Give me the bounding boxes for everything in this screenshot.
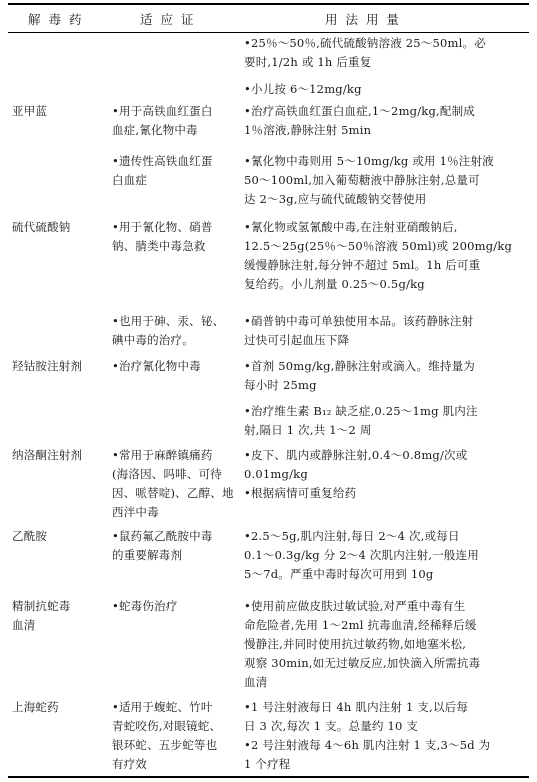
usage-cell: •皮下、肌内或静脉注射,0.4～0.8mg/次或 0.01mg/kg •根据病情可重复给药 — [244, 448, 468, 500]
header-indication: 适 应 证 — [140, 12, 196, 27]
usage-cell: •使用前应做皮肤过敏试验,对严重中毒有生 命危险者,先用 1～2ml 抗毒血清,经稀释后缓 慢静注,并同时使用抗过敏药物,如地塞米松, 观察 30min,如无过敏反应,加快滴入所需抗毒 血清 — [244, 599, 481, 689]
bottom-rule — [8, 776, 529, 778]
drug-name-cell: 亚甲蓝 — [12, 104, 48, 118]
indication-cell: •用于高铁血红蛋白 血症,氰化物中毒 — [112, 104, 213, 137]
header-drug: 解 毒 药 — [28, 12, 84, 27]
indication-cell: •常用于麻醉镇痛药 (海洛因、吗啡、可待 因、哌替啶)、乙醇、地 西泮中毒 — [112, 448, 234, 519]
top-rule — [8, 3, 529, 5]
drug-name-cell: 精制抗蛇毒 血清 — [12, 599, 71, 632]
usage-cell: •2.5～5g,肌内注射,每日 2～4 次,或每日 0.1～0.3g/kg 分 2～4 次肌内注射,一般连用 5～7d。严重中毒时每次可用到 10g — [244, 529, 479, 581]
usage-cell: •小儿按 6～12mg/kg — [244, 82, 362, 96]
indication-cell: •遗传性高铁血红蛋 白血症 — [112, 154, 213, 187]
drug-name-cell: 纳洛酮注射剂 — [12, 448, 83, 462]
drug-name-cell: 羟钴胺注射剂 — [12, 359, 83, 373]
usage-cell: •治疗高铁血红蛋白血症,1～2mg/kg,配制成 1％溶液,静脉注射 5min — [244, 104, 475, 137]
indication-cell: •鼠药氟乙酰胺中毒 的重要解毒剂 — [112, 529, 213, 562]
usage-cell: •1 号注射液每日 4h 肌内注射 1 支,以后每 日 3 次,每次 1 支。总量约 10 支 •2 号注射液每 4～6h 肌内注射 1 支,3～5d 为 1 个疗程 — [244, 700, 491, 771]
indication-cell: •适用于蝮蛇、竹叶 青蛇咬伤,对眼镜蛇、 银环蛇、五步蛇等也 有疗效 — [112, 700, 222, 771]
indication-cell: •用于氰化物、硝普 钠、腈类中毒急救 — [112, 220, 213, 253]
usage-cell: •首剂 50mg/kg,静脉注射或滴入。维持量为 每小时 25mg — [244, 359, 475, 392]
usage-cell: •氰化物或氢氰酸中毒,在注射亚硝酸钠后, 12.5～25g(25％～50％溶液 50ml)或 200mg/kg 缓慢静脉注射,每分钟不超过 5ml。1h 后可重 复给药。小儿剂量 0.25～0.5g/kg — [244, 220, 513, 291]
indication-cell: •治疗氰化物中毒 — [112, 359, 201, 373]
header-usage: 用 法 用 量 — [325, 12, 401, 27]
usage-cell: •治疗维生素 B₁₂ 缺乏症,0.25～1mg 肌内注 射,隔日 1 次,共 1～2 周 — [244, 404, 478, 437]
header-rule — [8, 32, 529, 33]
usage-cell: •硝普钠中毒可单独使用本品。该药静脉注射 过快可引起血压下降 — [244, 314, 474, 347]
drug-name-cell: 硫代硫酸钠 — [12, 220, 71, 234]
drug-name-cell: 上海蛇药 — [12, 700, 59, 714]
drug-name-cell: 乙酰胺 — [12, 529, 48, 543]
usage-cell: •氰化物中毒则用 5～10mg/kg 或用 1％注射液 50～100ml,加入葡萄糖液中静脉注射,总量可 达 2～3g,应与硫代硫酸钠交替使用 — [244, 154, 494, 206]
usage-cell: •25％～50％,硫代硫酸钠溶液 25～50ml。必 要时,1/2h 或 1h 后重复 — [244, 36, 486, 69]
indication-cell: •也用于砷、汞、铋、 碘中毒的治疗。 — [112, 314, 225, 347]
indication-cell: •蛇毒伤治疗 — [112, 599, 178, 613]
